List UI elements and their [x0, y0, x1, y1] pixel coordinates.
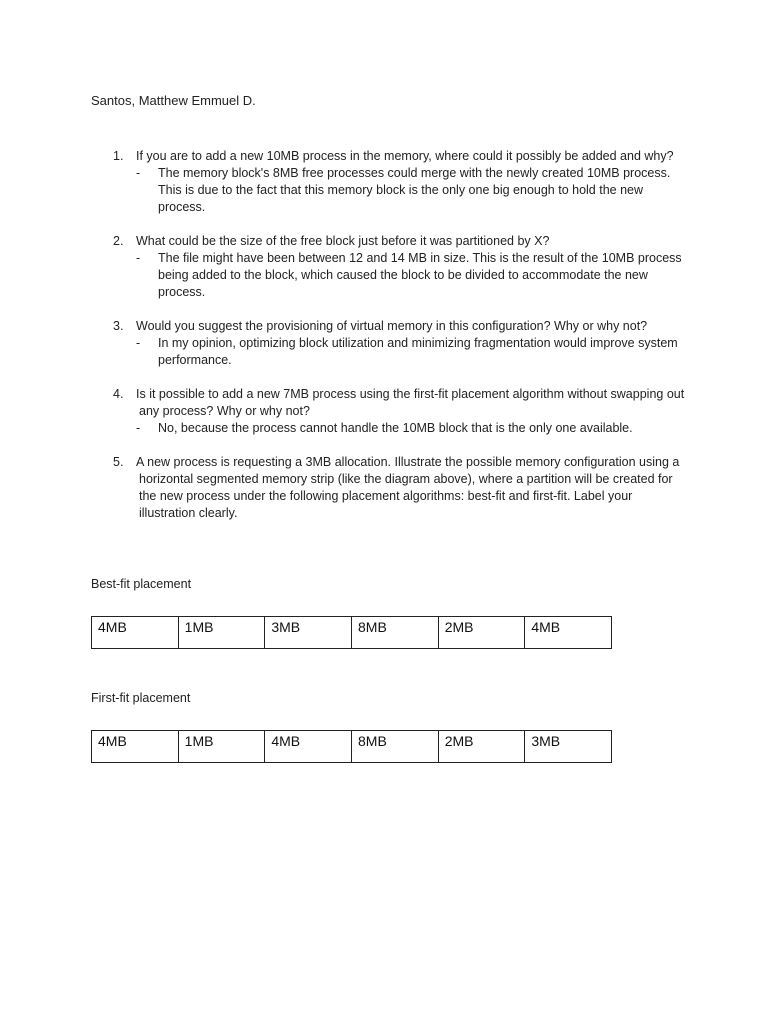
question-number: 2.	[113, 234, 124, 248]
memory-segment: 8MB	[352, 731, 439, 762]
best-fit-memory-strip	[91, 616, 612, 649]
best-fit-label: Best-fit placement	[91, 577, 192, 591]
dash-bullet-icon: -	[136, 336, 141, 350]
dash-bullet-icon: -	[136, 166, 141, 180]
dash-bullet-icon: -	[136, 251, 141, 265]
memory-segment: 2MB	[439, 617, 526, 648]
answer-list	[136, 420, 691, 437]
answer-list	[136, 250, 691, 301]
question-text: A new process is requesting a 3MB allocation. Illustrate the possible memory configuration using a horizontal segmented memory strip (like the diagram above), where a partition will be created for the new process under the following placement algorithms: best-fit and first-fit. Label your illustration clearly.	[136, 455, 680, 520]
memory-segment: 4MB	[531, 619, 561, 635]
memory-segment: 4MB	[92, 617, 179, 648]
author-name: Santos, Matthew Emmuel D.	[91, 93, 256, 108]
answer-text: In my opinion, optimizing block utilization and minimizing fragmentation would improve system performance.	[158, 336, 678, 367]
answer-item	[136, 335, 691, 369]
answer-item	[136, 250, 691, 301]
question-item	[91, 148, 691, 216]
memory-segment: 2MB	[439, 731, 526, 762]
answer-list	[136, 335, 691, 369]
memory-segment: 8MB	[352, 617, 439, 648]
answer-text: The memory block's 8MB free processes could merge with the newly created 10MB process. This is due to the fact that this memory block is the only one big enough to hold the new process.	[158, 166, 671, 214]
first-fit-memory-strip	[91, 730, 612, 763]
question-text: If you are to add a new 10MB process in the memory, where could it possibly be added and why?	[136, 149, 674, 163]
memory-segment: 4MB	[265, 731, 352, 762]
memory-segment: 3MB	[265, 617, 352, 648]
memory-segment: 3MB	[531, 733, 561, 749]
answer-item	[136, 165, 691, 216]
question-number: 5.	[113, 455, 124, 469]
memory-segment: 4MB	[92, 731, 179, 762]
question-text: What could be the size of the free block just before it was partitioned by X?	[136, 234, 550, 248]
memory-segment: 1MB	[179, 731, 266, 762]
question-text: Is it possible to add a new 7MB process using the first-fit placement algorithm without swapping out any process? Why or why not?	[136, 387, 685, 418]
question-number: 1.	[113, 149, 124, 163]
question-item	[91, 454, 691, 522]
first-fit-label: First-fit placement	[91, 691, 191, 705]
question-list	[91, 148, 691, 539]
question-number: 4.	[113, 387, 124, 401]
question-item	[91, 233, 691, 301]
answer-item	[136, 420, 691, 437]
dash-bullet-icon: -	[136, 421, 141, 435]
answer-list	[136, 165, 691, 216]
question-item	[91, 318, 691, 369]
memory-segment: 1MB	[179, 617, 266, 648]
question-item	[91, 386, 691, 437]
answer-text: The file might have been between 12 and 14 MB in size. This is the result of the 10MB process being added to the block, which caused the block to be divided to accommodate the new process.	[158, 251, 682, 299]
question-text: Would you suggest the provisioning of virtual memory in this configuration? Why or why not?	[136, 319, 648, 333]
question-number: 3.	[113, 319, 124, 333]
answer-text: No, because the process cannot handle the 10MB block that is the only one available.	[158, 421, 633, 435]
